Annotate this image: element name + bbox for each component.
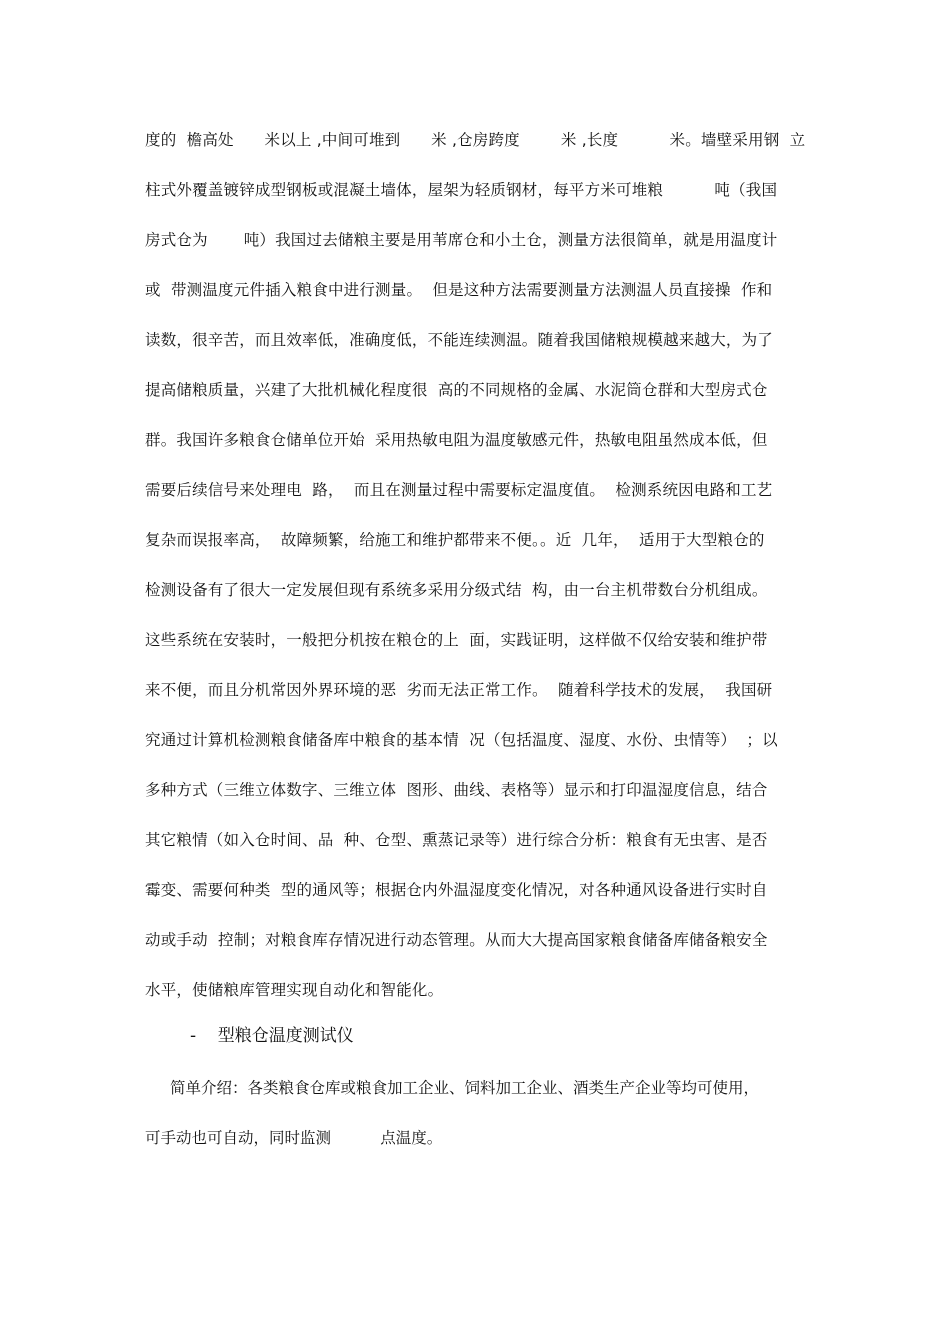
- paragraph-line-2: 柱式外覆盖镀锌成型钢板或混凝土墙体，屋架为轻质钢材，每平方米可堆粮 吨（我国: [145, 181, 778, 199]
- paragraph-line-10: 检测设备有了很大一定发展但现有系统多采用分级式结 构，由一台主机带数台分机组成。: [145, 581, 768, 599]
- paragraph-line-6: 提高储粮质量，兴建了大批机械化程度很 高的不同规格的金属、水泥筒仓群和大型房式仓: [145, 381, 768, 399]
- intro-line-2: 可手动也可自动，同时监测 点温度。: [145, 1129, 443, 1147]
- paragraph-line-15: 其它粮情（如入仓时间、品 种、仓型、熏蒸记录等）进行综合分析：粮食有无虫害、是否: [145, 831, 768, 849]
- paragraph-line-5: 读数，很辛苦，而且效率低，准确度低，不能连续测温。随着我国储粮规模越来越大，为了: [145, 331, 774, 349]
- section-heading: - 型粮仓温度测试仪: [190, 1026, 354, 1046]
- paragraph-line-18: 水平，使储粮库管理实现自动化和智能化。: [145, 981, 444, 999]
- paragraph-line-8: 需要后续信号来处理电 路， 而且在测量过程中需要标定温度值。 检测系统因电路和工艺: [145, 481, 773, 499]
- paragraph-line-17: 动或手动 控制；对粮食库存情况进行动态管理。从而大大提高国家粮食储备库储备粮安全: [145, 931, 768, 949]
- paragraph-line-13: 究通过计算机检测粮食储备库中粮食的基本情 况（包括温度、湿度、水份、虫情等） ；以: [145, 731, 778, 749]
- paragraph-line-4: 或 带测温度元件插入粮食中进行测量。 但是这种方法需要测量方法测温人员直接操 作和: [145, 281, 773, 299]
- paragraph-line-11: 这些系统在安装时，一般把分机按在粮仓的上 面，实践证明，这样做不仅给安装和维护带: [145, 631, 768, 649]
- paragraph-line-12: 来不便，而且分机常因外界环境的恶 劣而无法正常工作。 随着科学技术的发展， 我国研: [145, 681, 773, 699]
- intro-line-1: 简单介绍：各类粮食仓库或粮食加工企业、饲料加工企业、酒类生产企业等均可使用，: [170, 1079, 760, 1097]
- paragraph-line-16: 霉变、需要何种类 型的通风等；根据仓内外温湿度变化情况，对各种通风设备进行实时自: [145, 881, 768, 899]
- paragraph-line-9: 复杂而误报率高， 故障频繁，给施工和维护都带来不便。。近 几年， 适用于大型粮仓的: [145, 531, 765, 549]
- paragraph-line-7: 群。我国许多粮食仓储单位开始 采用热敏电阻为温度敏感元件，热敏电阻虽然成本低，但: [145, 431, 768, 449]
- paragraph-line-14: 多种方式（三维立体数字、三维立体 图形、曲线、表格等）显示和打印温湿度信息，结合: [145, 781, 768, 799]
- paragraph-line-1: 度的 檐高处 米以上 ,中间可堆到 米 ,仓房跨度 米 ,长度 米。墙壁采用钢 立: [145, 131, 806, 149]
- paragraph-line-3: 房式仓为 吨）我国过去储粮主要是用苇席仓和小土仓，测量方法很简单，就是用温度计: [145, 231, 778, 249]
